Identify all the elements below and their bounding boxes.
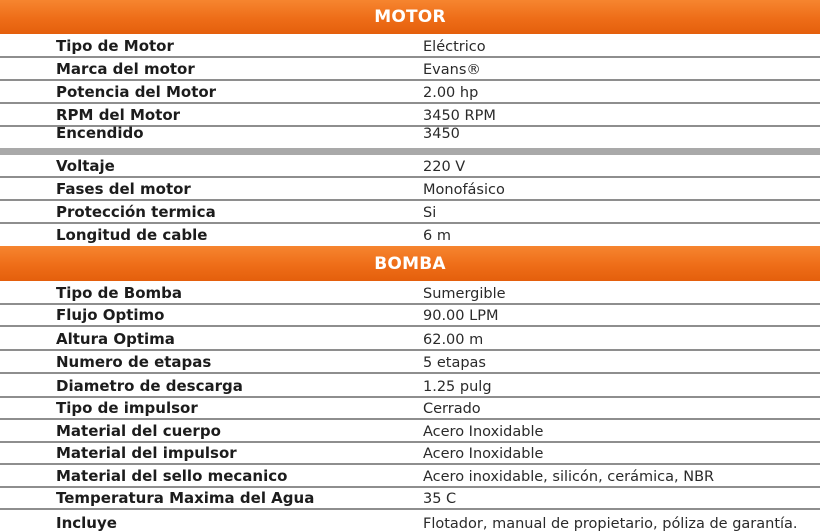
spec-label: Potencia del Motor: [56, 83, 217, 101]
spec-value: Eléctrico: [423, 39, 486, 55]
spec-row-material-del-cuerpo: [0, 420, 820, 443]
spec-value: 35 C: [423, 491, 457, 507]
spec-value: Acero Inoxidable: [423, 424, 544, 440]
spec-value: 2.00 hp: [423, 85, 479, 101]
bomba-section-title: BOMBA: [374, 253, 446, 274]
spec-label: Material del cuerpo: [56, 422, 221, 440]
spec-row-tipo-de-impulsor: [0, 398, 820, 420]
spec-value: 5 etapas: [423, 355, 486, 371]
spec-row-encendido: [0, 124, 820, 155]
spec-row-material-del-impulsor: [0, 443, 820, 465]
spec-value: 62.00 m: [423, 332, 484, 348]
spec-value: Flotador, manual de propietario, póliza de garantía.: [423, 516, 798, 531]
spec-label: Material del impulsor: [56, 444, 237, 462]
motor-spec-rows: [0, 34, 820, 245]
spec-row-tipo-de-bomba: [0, 281, 820, 305]
spec-row-flujo-optimo: [0, 305, 820, 327]
spec-label: Tipo de impulsor: [56, 399, 198, 417]
spec-value: Si: [423, 205, 437, 221]
spec-label: RPM del Motor: [56, 106, 181, 124]
spec-value: 220 V: [423, 159, 466, 175]
spec-label: Voltaje: [56, 157, 115, 175]
spec-row-potencia-del-motor: [0, 81, 820, 104]
motor-section-header: [0, 0, 820, 34]
spec-label: Material del sello mecanico: [56, 467, 288, 485]
spec-label: Incluye: [56, 514, 117, 531]
spec-value: Sumergible: [423, 286, 506, 302]
spec-value: Acero Inoxidable: [423, 446, 544, 462]
spec-value: 3450: [423, 126, 460, 142]
spec-value: Monofásico: [423, 182, 505, 198]
bomba-section-header: [0, 246, 820, 281]
spec-row-voltaje: [0, 155, 820, 178]
spec-label: Numero de etapas: [56, 353, 212, 371]
spec-row-proteccion-termica: [0, 201, 820, 224]
spec-value: Cerrado: [423, 401, 481, 417]
spec-value: Acero inoxidable, silicón, cerámica, NBR: [423, 469, 715, 485]
spec-row-diametro-de-descarga: [0, 374, 820, 398]
spec-value: Evans®: [423, 62, 481, 78]
spec-label: Flujo Optimo: [56, 306, 165, 324]
spec-row-numero-de-etapas: [0, 351, 820, 374]
spec-label: Fases del motor: [56, 180, 191, 198]
spec-label: Temperatura Maxima del Agua: [56, 489, 315, 507]
spec-row-temperatura-maxima-del-agua: [0, 488, 820, 510]
spec-row-marca-del-motor: [0, 58, 820, 81]
spec-row-longitud-de-cable: [0, 224, 820, 245]
spec-label: Protección termica: [56, 203, 216, 221]
spec-value: 90.00 LPM: [423, 308, 499, 324]
spec-label: Tipo de Motor: [56, 37, 174, 55]
spec-row-altura-optima: [0, 327, 820, 351]
spec-label: Marca del motor: [56, 60, 195, 78]
spec-value: 3450 RPM: [423, 108, 496, 124]
spec-label: Longitud de cable: [56, 226, 208, 244]
spec-label: Tipo de Bomba: [56, 284, 182, 302]
spec-row-incluye: [0, 510, 820, 531]
spec-value: 6 m: [423, 228, 451, 244]
spec-label: Altura Optima: [56, 330, 175, 348]
spec-row-tipo-de-motor: [0, 34, 820, 58]
motor-section-title: MOTOR: [374, 7, 446, 27]
spec-row-material-del-sello-mecanico: [0, 465, 820, 488]
bomba-spec-rows: [0, 281, 820, 531]
spec-label: Diametro de descarga: [56, 377, 243, 395]
spec-value: 1.25 pulg: [423, 379, 492, 395]
spec-label: Encendido: [56, 124, 144, 142]
spec-row-fases-del-motor: [0, 178, 820, 201]
